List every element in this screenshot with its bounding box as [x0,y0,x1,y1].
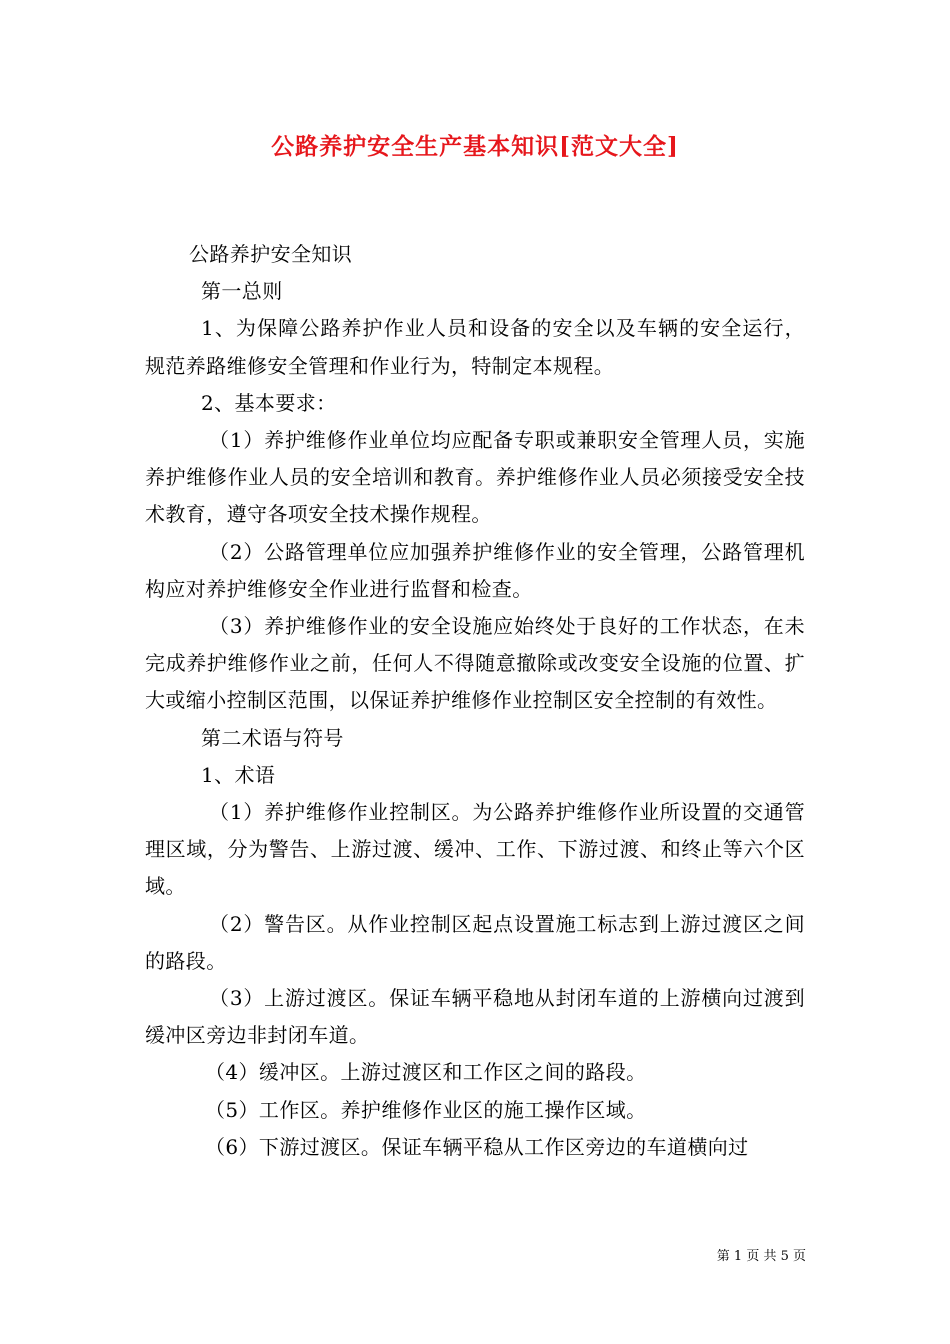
paragraph: （2）公路管理单位应加强养护维修作业的安全管理，公路管理机构应对养护维修安全作业进行监督和检查。 [145,539,805,601]
paragraph: （4）缓冲区。上游过渡区和工作区之间的路段。 [205,1060,647,1085]
chapter-heading: 第二术语与符号 [201,725,344,750]
paragraph: （3）上游过渡区。保证车辆平稳地从封闭车道的上游横向过渡到缓冲区旁边非封闭车道。 [145,986,805,1048]
paragraph: 1、术语 [201,762,276,787]
paragraph: （1）养护维修作业控制区。为公路养护维修作业所设置的交通管理区域，分为警告、上游过渡、缓冲、工作、下游过渡、和终止等六个区域。 [145,800,805,899]
paragraph: （6）下游过渡区。保证车辆平稳从工作区旁边的车道横向过 [205,1134,749,1159]
paragraph: （2）警告区。从作业控制区起点设置施工标志到上游过渡区之间的路段。 [145,911,805,973]
paragraph: 2、基本要求： [201,390,337,415]
chapter-heading: 第一总则 [201,279,283,304]
paragraph: （1）养护维修作业单位均应配备专职或兼职安全管理人员，实施养护维修作业人员的安全培训和教育。养护维修作业人员必须接受安全技术教育，遵守各项安全技术操作规程。 [145,428,805,527]
paragraph: （3）养护维修作业的安全设施应始终处于良好的工作状态，在未完成养护维修作业之前，任何人不得随意撤除或改变安全设施的位置、扩大或缩小控制区范围，以保证养护维修作业控制区安全控制的有效性。 [145,614,805,713]
page-number: 第 1 页 共 5 页 [716,1249,806,1264]
document-title: 公路养护安全生产基本知识[范文大全] [271,133,679,160]
paragraph: 1、为保障公路养护作业人员和设备的安全以及车辆的安全运行，规范养路维修安全管理和作业行为，特制定本规程。 [145,316,805,378]
section-heading: 公路养护安全知识 [189,242,353,266]
paragraph: （5）工作区。养护维修作业区的施工操作区域。 [205,1097,647,1122]
document-body [145,236,805,1166]
